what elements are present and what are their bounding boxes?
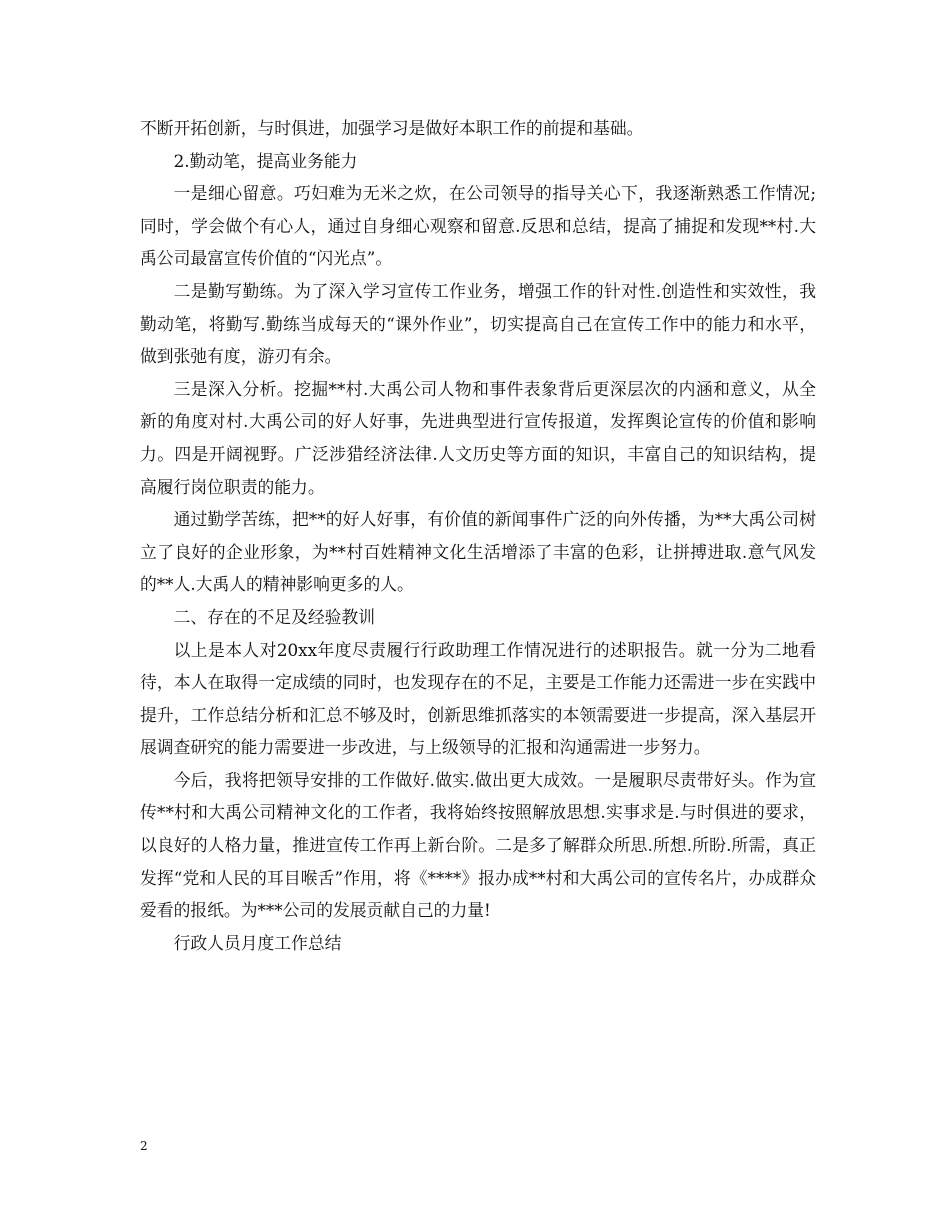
section-heading-diligent-writing: 2.勤动笔，提高业务能力: [173, 150, 358, 171]
page-number: 2: [140, 1139, 148, 1153]
section-heading-monthly-summary: 行政人员月度工作总结: [173, 932, 342, 953]
paragraph-results: 通过勤学苦练，把**的好人好事，有价值的新闻事件广泛的向外传播，为**大禹公司树立了良好的企业形象，为**村百姓精神文化生活增添了丰富的色彩，让拼搏进取.意气风发的**人.大禹人的精神影响更多的人。: [140, 509, 816, 595]
paragraph-future-plans: 今后，我将把领导安排的工作做好.做实.做出更大成效。一是履职尽责带好头。作为宣传**村和大禹公司精神文化的工作者，我将始终按照解放思想.实事求是.与时俱进的要求，以良好的人格力量，推进宣传工作再上新台阶。二是多了解群众所思.所想.所盼.所需，真正发挥“党和人民的耳目喉舌”作用，将《****》报办成**村和大禹公司的宣传名片，办成群众爱看的报纸。为***公司的发展贡献自己的力量!: [140, 769, 816, 921]
paragraph-shortcomings: 以上是本人对20xx年度尽责履行行政助理工作情况进行的述职报告。就一分为二地看待，本人在取得一定成绩的同时，也发现存在的不足，主要是工作能力还需进一步在实践中提升，工作总结分析和汇总不够及时，创新思维抓落实的本领需要进一步提高，深入基层开展调查研究的能力需要进一步改进，与上级领导的汇报和沟通需进一步努力。: [140, 639, 816, 758]
section-heading-shortcomings: 二、存在的不足及经验教训: [173, 606, 375, 627]
document-body: [140, 112, 816, 959]
paragraph-diligent-practice: 二是勤写勤练。为了深入学习宣传工作业务，增强工作的针对性.创造性和实效性，我勤动笔，将勤写.勤练当成每天的“课外作业”，切实提高自己在宣传工作中的能力和水平，做到张弛有度，游刃有余。: [140, 280, 816, 367]
paragraph-continuation: 不断开拓创新，与时俱进，加强学习是做好本职工作的前提和基础。: [140, 118, 644, 138]
paragraph-in-depth-analysis: 三是深入分析。挖掘**村.大禹公司人物和事件表象背后更深层次的内涵和意义，从全新的角度对村.大禹公司的好人好事，先进典型进行宣传报道，发挥舆论宣传的价值和影响力。四是开阔视野。广泛涉猎经济法律.人文历史等方面的知识，丰富自己的知识结构，提高履行岗位职责的能力。: [140, 378, 816, 497]
paragraph-careful-observation: 一是细心留意。巧妇难为无米之炊，在公司领导的指导关心下，我逐渐熟悉工作情况;同时，学会做个有心人，通过自身细心观察和留意.反思和总结，提高了捕捉和发现**村.大禹公司最富宣传价值的“闪光点”。: [140, 183, 816, 269]
